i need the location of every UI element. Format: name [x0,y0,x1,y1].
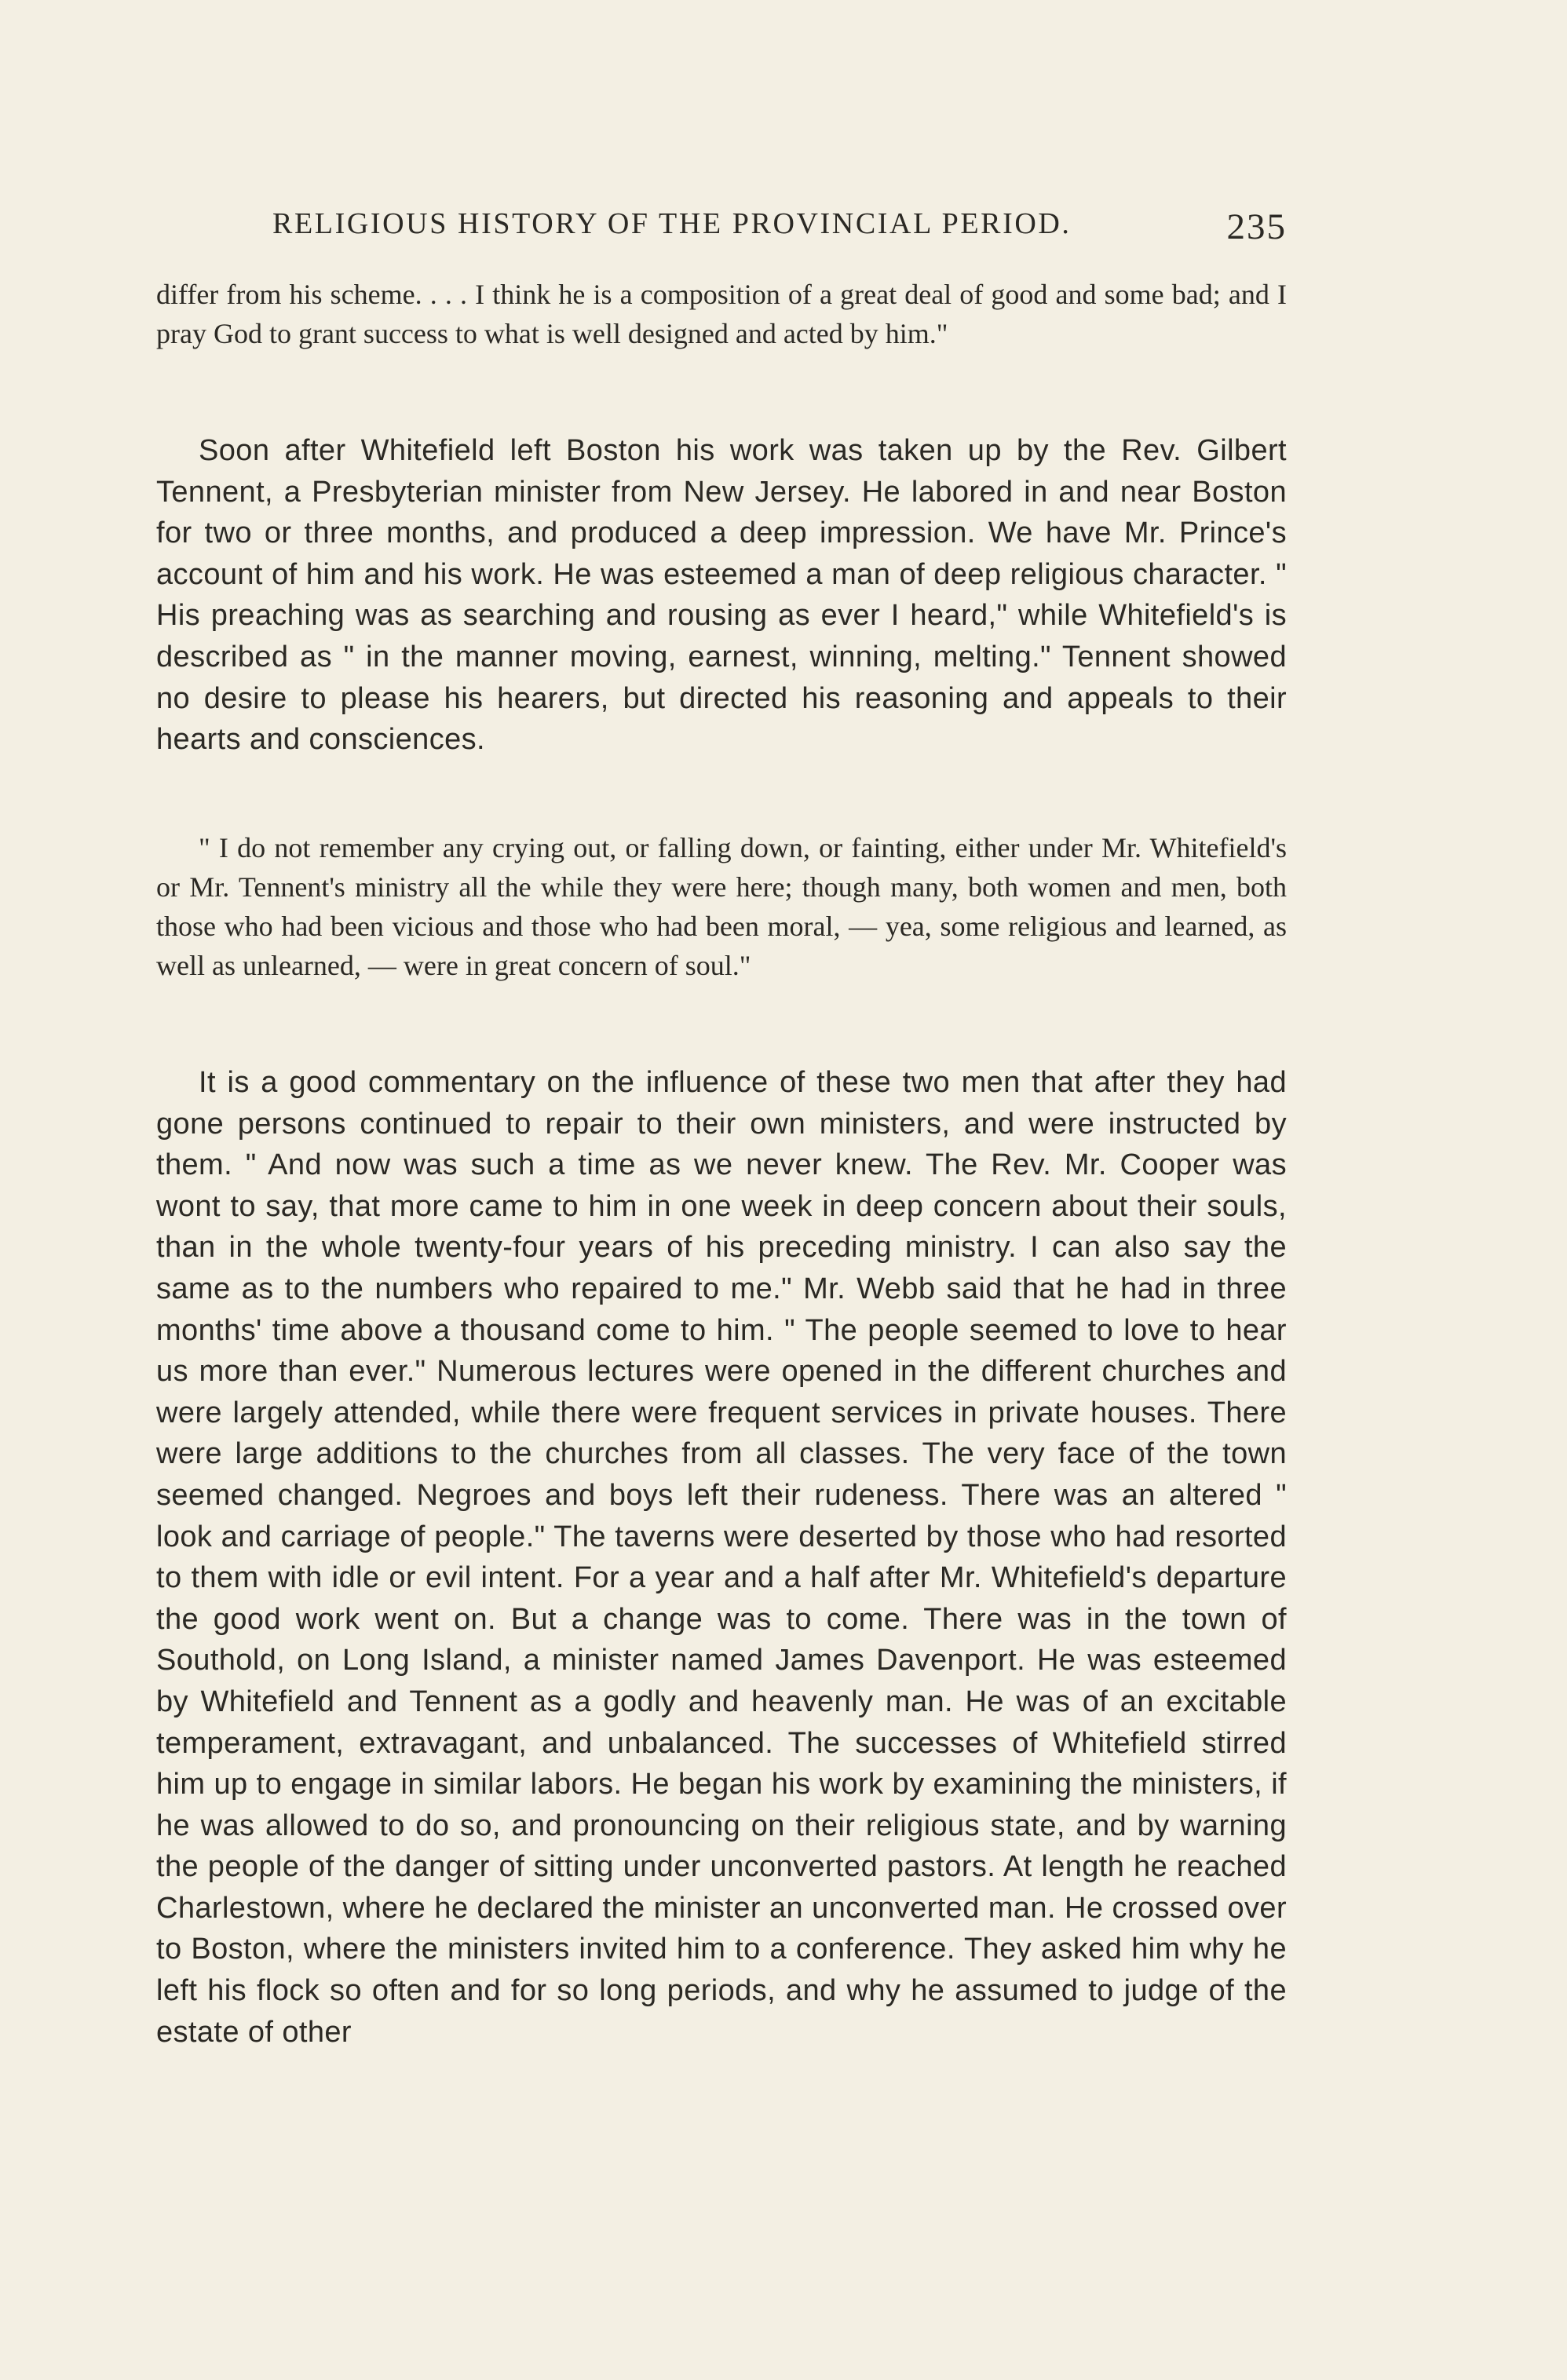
page-number: 235 [1226,206,1287,247]
running-title: RELIGIOUS HISTORY OF THE PROVINCIAL PERIOD. [272,207,1072,240]
paragraph-commentary: It is a good commentary on the influence of these two men that after they had gone persons continued to repair to their own ministers, and were instructed by them. " And now was such a time as we never knew. The Rev. Mr. Cooper was wont to say, that more came to him in one week in deep concern about their souls, than in the whole twenty-four years of his preceding ministry. I can also say the same as to the numbers who repaired to me." Mr. Webb said that he had in three months' time above a thousand come to him. " The people seemed to love to hear us more than ever." Numerous lectures were opened in the different churches and were largely attended, while there were frequent services in private houses. There were large additions to the churches from all classes. The very face of the town seemed changed. Negroes and boys left their rudeness. There was an altered " look and carriage of people." The taverns were deserted by those who had resorted to them with idle or evil intent. For a year and a half after Mr. Whitefield's departure the good work went on. But a change was to come. There was in the town of Southold, on Long Island, a minister named James Davenport. He was esteemed by Whitefield and Tennent as a godly and heavenly man. He was of an excitable temperament, extravagant, and unbalanced. The successes of Whitefield stirred him up to engage in similar labors. He began his work by examining the ministers, if he was allowed to do so, and pronouncing on their religious state, and by warning the people of the danger of sitting under unconverted pastors. At length he reached Charlestown, where he declared the minister an unconverted man. He crossed over to Boston, where the ministers invited him to a conference. They asked him why he left his flock so often and for so long periods, and why he assumed to judge of the estate of other [156,1066,1287,2049]
paragraph-tennent: Soon after Whitefield left Boston his work was taken up by the Rev. Gilbert Tennent, a Presbyterian minister from New Jersey. He labored in and near Boston for two or three months, and produced a deep impression. We have Mr. Prince's account of him and his work. He was esteemed a man of deep religious character. " His preaching was as searching and rousing as ever I heard," while Whitefield's is described as " in the manner moving, earnest, winning, melting." Tennent showed no desire to please his hearers, but directed his reasoning and appeals to their hearts and consciences. [156,434,1287,757]
block-quote-prince: " I do not remember any crying out, or falling down, or fainting, either under Mr. Whitefield's or Mr. Tennent's ministry all the while they were here; though many, both women and men, both those who had been vicious and those who had been moral, — yea, some religious and learned, as well as unlearned, — were in great concern of soul." [156,832,1287,981]
quote-continuation: differ from his scheme. . . . I think he is a composition of a great deal of good and some bad; and I pray God to grant success to what is well designed and acted by him." [156,279,1287,349]
